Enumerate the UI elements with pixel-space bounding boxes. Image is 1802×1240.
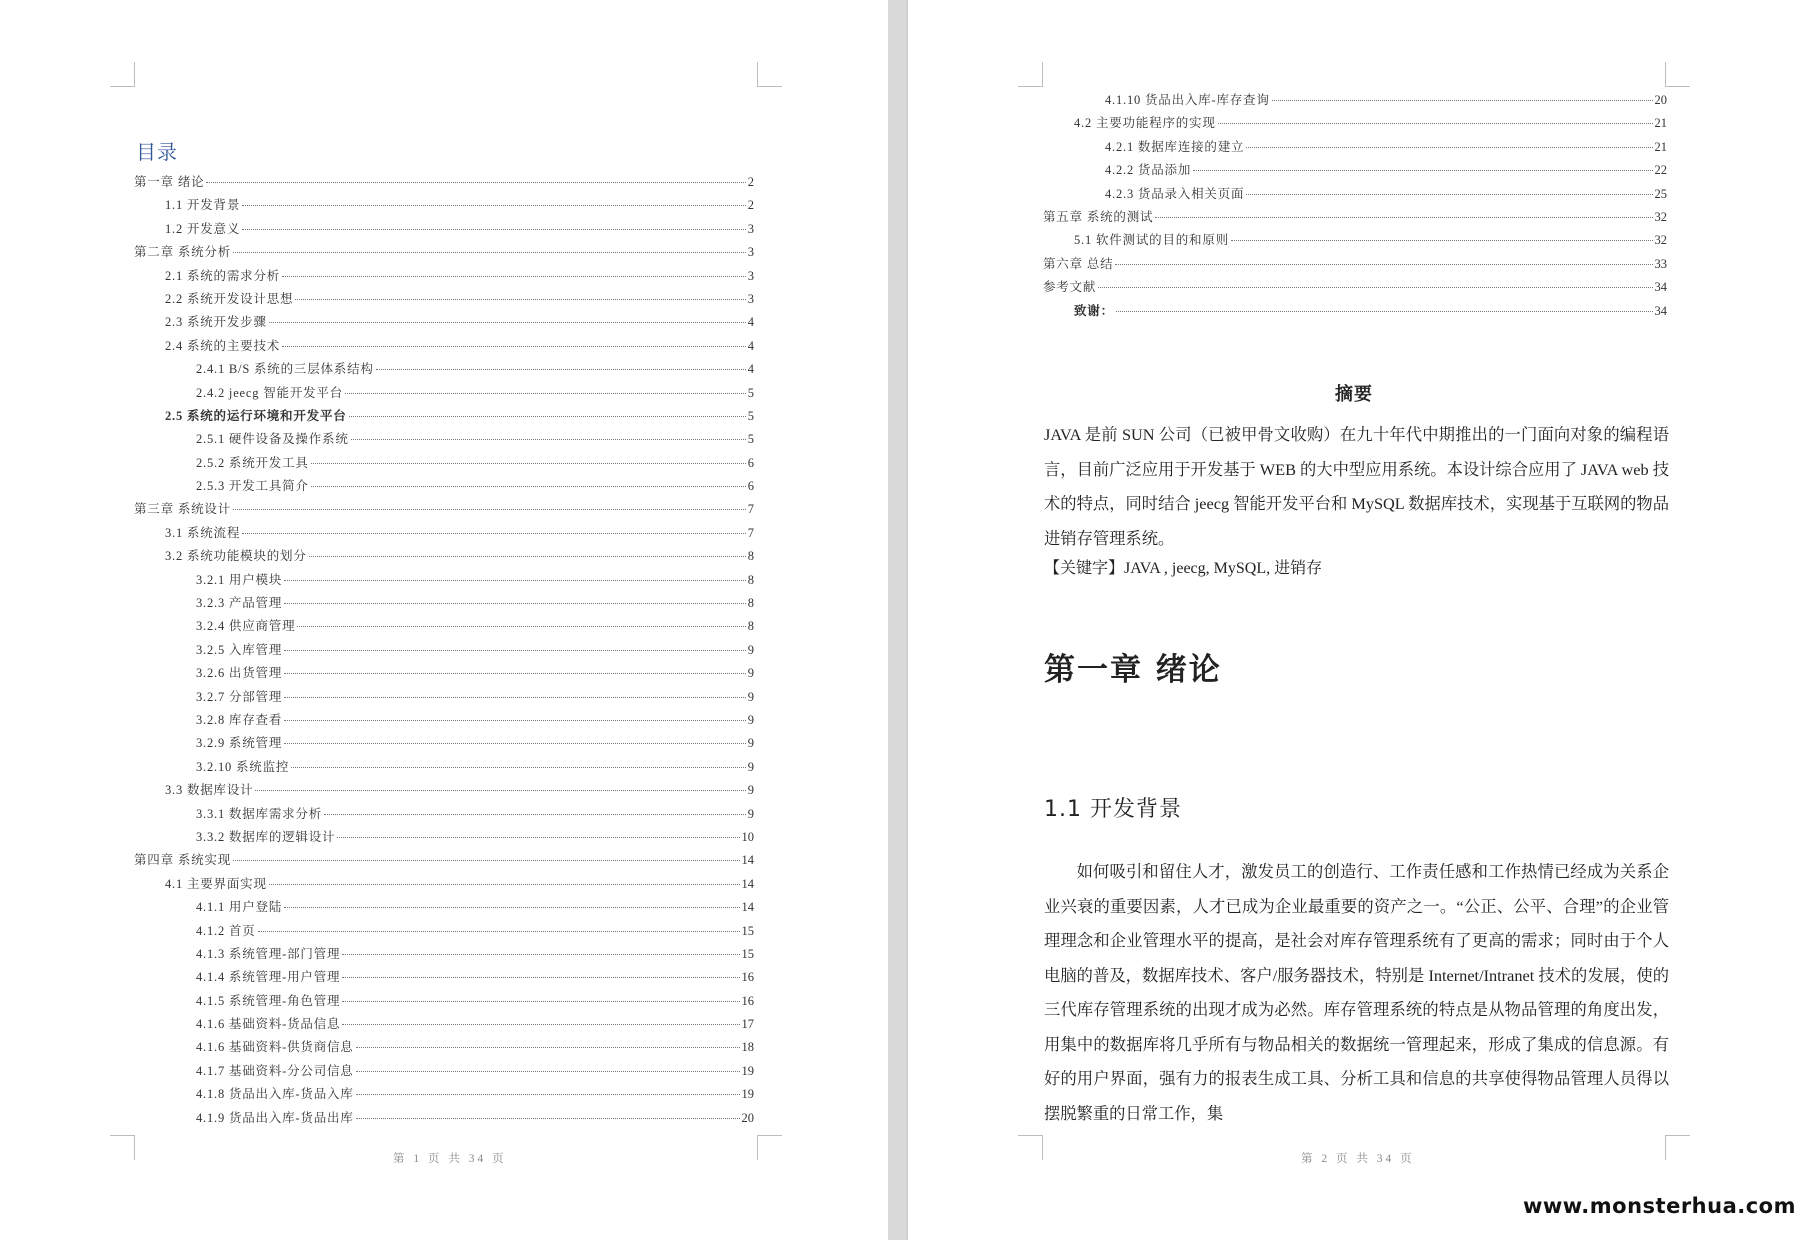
toc-entry-title: 2.5.3 开发工具简介	[196, 479, 309, 494]
keywords-value: JAVA , jeecg, MySQL, 进销存	[1124, 560, 1323, 577]
toc-entry[interactable]	[134, 663, 754, 686]
toc-entry-page: 33	[1654, 256, 1667, 271]
toc-entry-page: 21	[1654, 139, 1667, 154]
body-paragraph: 如何吸引和留住人才，激发员工的创造行、工作责任感和工作热情已经成为关系企业兴衰的重要因素，人才已成为企业最重要的资产之一。“公正、公平、合理”的企业管理理念和企业管理水平的提高，是社会对库存管理系统有了更高的需求；同时由于个人电脑的普及，数据库技术、客户/服务器技术，特别是 Internet/Intranet 技术的发展，使的三代库存管理系统的出现才成为必然。库存管理系统的特点是从物品管理的角度出发，用集中的数据库将几乎所有与物品相关的数据统一管理起来，形成了集成的信息源。有好的用户界面，强有力的报表生成工具、分析工具和信息的共享使得物品管理人员得以摆脱繁重的日常工作，集	[1044, 862, 1669, 1123]
toc-leader-dots	[342, 1024, 739, 1025]
toc-entry[interactable]	[134, 687, 754, 710]
abstract-text: JAVA 是前 SUN 公司（已被甲骨文收购）在九十年代中期推出的一门面向对象的编程语言，目前广泛应用于开发基于 WEB 的大中型应用系统。本设计综合应用了 JAVA web 技术的特点，同时结合 jeecg 智能开发平台和 MySQL 数据库技术，实现基于互联网的物品进销存管理系统。	[1044, 425, 1669, 548]
toc-entry-title: 3.2.5 入库管理	[196, 642, 283, 657]
toc-entry-title: 第五章 系统的测试	[1043, 209, 1154, 224]
toc-entry[interactable]	[1043, 90, 1667, 113]
crop-mark	[110, 1135, 135, 1160]
crop-mark	[110, 62, 135, 87]
toc-entry-title: 4.1.7 基础资料-分公司信息	[196, 1063, 354, 1078]
toc-leader-dots	[356, 1071, 740, 1072]
toc-entry-page: 10	[741, 829, 754, 844]
toc-entry-title: 3.1 系统流程	[165, 525, 241, 540]
document-page-1	[0, 0, 888, 1240]
toc-leader-dots	[282, 276, 746, 277]
toc-entry-title: 4.1.6 基础资料-货品信息	[196, 1017, 341, 1032]
watermark-text: www.monsterhua.com	[1522, 1194, 1796, 1218]
toc-entry-page: 32	[1654, 209, 1667, 224]
toc-entry-title: 2.5.1 硬件设备及操作系统	[196, 432, 349, 447]
toc-entry-page: 9	[747, 806, 754, 821]
toc-leader-dots	[233, 860, 739, 861]
toc-entry-page: 9	[747, 783, 754, 798]
toc-entry-page: 9	[747, 736, 754, 751]
toc-leader-dots	[356, 1047, 740, 1048]
toc-entry[interactable]	[134, 921, 754, 944]
toc-leader-dots	[337, 837, 739, 838]
toc-entry-page: 5	[747, 432, 754, 447]
toc-entry-page: 3	[747, 245, 754, 260]
toc-entry[interactable]	[134, 733, 754, 756]
toc-entry-title: 4.1.5 系统管理-角色管理	[196, 993, 341, 1008]
crop-mark	[1665, 1135, 1690, 1160]
toc-entry-page: 6	[747, 479, 754, 494]
toc-entry[interactable]	[134, 570, 754, 593]
toc-leader-dots	[284, 743, 746, 744]
toc-entry-title: 1.1 开发背景	[165, 198, 241, 213]
toc-entry-title: 2.3 系统开发步骤	[165, 315, 267, 330]
toc-leader-dots	[297, 626, 745, 627]
toc-entry-title: 2.2 系统开发设计思想	[165, 291, 294, 306]
toc-entry-title: 第六章 总结	[1043, 256, 1114, 271]
toc-entry[interactable]	[134, 172, 754, 195]
toc-entry[interactable]	[134, 991, 754, 1014]
toc-entry[interactable]	[134, 523, 754, 546]
toc-entry-title: 3.3.2 数据库的逻辑设计	[196, 829, 336, 844]
toc-entry[interactable]	[134, 710, 754, 733]
toc-entry[interactable]	[134, 359, 754, 382]
toc-entry-page: 16	[741, 970, 754, 985]
toc-entry[interactable]	[134, 266, 754, 289]
toc-leader-dots	[284, 580, 746, 581]
toc-entry-title: 2.4.1 B/S 系统的三层体系结构	[196, 362, 374, 377]
toc-entry[interactable]	[134, 944, 754, 967]
crop-mark	[1018, 1135, 1043, 1160]
toc-entry[interactable]	[134, 757, 754, 780]
toc-entry[interactable]	[134, 383, 754, 406]
toc-leader-dots	[284, 907, 739, 908]
toc-entry-page: 9	[747, 689, 754, 704]
toc-entry-page: 4	[747, 338, 754, 353]
toc-entry[interactable]	[1043, 113, 1667, 136]
toc-entry[interactable]	[134, 827, 754, 850]
toc-leader-dots	[242, 229, 746, 230]
toc-entry[interactable]	[1043, 137, 1667, 160]
toc-entry-page: 18	[741, 1040, 754, 1055]
toc-entry-title: 3.2.4 供应商管理	[196, 619, 296, 634]
toc-leader-dots	[255, 790, 745, 791]
toc-entry-page: 6	[747, 455, 754, 470]
toc-entry[interactable]	[134, 499, 754, 522]
toc-leader-dots	[1272, 100, 1653, 101]
toc-entry-page: 2	[747, 175, 754, 189]
toc-entry-title: 1.2 开发意义	[165, 221, 241, 236]
toc-entry-page: 19	[741, 1087, 754, 1102]
toc-entry[interactable]	[134, 1061, 754, 1084]
toc-entry-page: 8	[747, 619, 754, 634]
toc-leader-dots	[1218, 123, 1653, 124]
toc-entry-title: 第三章 系统设计	[134, 502, 232, 517]
toc-entry-title: 4.1.6 基础资料-供货商信息	[196, 1040, 354, 1055]
toc-entry[interactable]	[1043, 184, 1667, 207]
toc-entry-page: 15	[741, 946, 754, 961]
toc-entry-page: 7	[747, 525, 754, 540]
toc-entry[interactable]	[134, 429, 754, 452]
toc-entry-page: 20	[1654, 93, 1667, 107]
toc-entry-page: 14	[741, 900, 754, 915]
toc-leader-dots	[258, 931, 740, 932]
toc-leader-dots	[269, 884, 740, 885]
toc-entry-title: 2.5.2 系统开发工具	[196, 455, 309, 470]
toc-entry-page: 8	[747, 549, 754, 564]
toc-leader-dots	[233, 252, 746, 253]
toc-leader-dots	[342, 1001, 739, 1002]
toc-entry[interactable]	[134, 874, 754, 897]
toc-entry[interactable]	[134, 616, 754, 639]
toc-entry[interactable]	[134, 593, 754, 616]
toc-entry-title: 3.2.1 用户模块	[196, 572, 283, 587]
toc-entry-title: 4.1.10 货品出入库-库存查询	[1105, 93, 1270, 107]
toc-leader-dots	[311, 486, 746, 487]
page-footer: 第 2 页 共 34 页	[1301, 1153, 1415, 1165]
toc-entry[interactable]	[1043, 301, 1667, 324]
toc-entry-page: 8	[747, 572, 754, 587]
toc-leader-dots	[291, 767, 746, 768]
toc-entry-title: 4.1.2 首页	[196, 923, 256, 938]
toc-entry-title: 第一章 绪论	[134, 175, 205, 189]
toc-leader-dots	[242, 205, 746, 206]
toc-entry[interactable]	[134, 780, 754, 803]
section-title: 1.1 开发背景	[1044, 797, 1182, 822]
chapter-title: 第一章 绪论	[1044, 652, 1222, 688]
toc-leader-dots	[356, 1118, 740, 1119]
toc-leader-dots	[1193, 170, 1652, 171]
toc-entry-title: 2.4.2 jeecg 智能开发平台	[196, 385, 344, 400]
toc-entry-page: 4	[747, 315, 754, 330]
toc-entry[interactable]	[134, 1108, 754, 1131]
toc-entry[interactable]	[134, 1037, 754, 1060]
toc-leader-dots	[284, 697, 746, 698]
toc-entry-page: 9	[747, 666, 754, 681]
table-of-contents-continued	[1043, 90, 1667, 324]
toc-entry[interactable]	[134, 289, 754, 312]
toc-leader-dots	[1115, 264, 1652, 265]
toc-entry-title: 3.3 数据库设计	[165, 783, 254, 798]
toc-entry-page: 32	[1654, 233, 1667, 248]
toc-leader-dots	[376, 369, 746, 370]
toc-leader-dots	[1231, 240, 1653, 241]
toc-entry[interactable]	[134, 312, 754, 335]
toc-entry[interactable]	[134, 897, 754, 920]
toc-entry-title: 4.1.8 货品出入库-货品入库	[196, 1087, 354, 1102]
toc-entry[interactable]	[134, 1084, 754, 1107]
toc-entry-page: 14	[741, 876, 754, 891]
toc-entry-page: 19	[741, 1063, 754, 1078]
toc-heading: 目录	[136, 140, 178, 164]
toc-leader-dots	[242, 533, 746, 534]
toc-entry-title: 5.1 软件测试的目的和原则	[1074, 233, 1229, 248]
toc-entry-title: 2.4 系统的主要技术	[165, 338, 281, 353]
toc-leader-dots	[356, 1094, 740, 1095]
crop-mark	[1665, 62, 1690, 87]
toc-entry-page: 3	[747, 221, 754, 236]
toc-entry-title: 3.2.7 分部管理	[196, 689, 283, 704]
toc-entry[interactable]	[1043, 230, 1667, 253]
toc-entry[interactable]	[134, 1014, 754, 1037]
toc-leader-dots	[324, 814, 746, 815]
toc-entry-title: 4.1.1 用户登陆	[196, 900, 283, 915]
toc-leader-dots	[311, 463, 746, 464]
keywords-label: 【关键字】	[1044, 560, 1125, 577]
toc-leader-dots	[1246, 147, 1652, 148]
toc-entry-page: 3	[747, 268, 754, 283]
toc-leader-dots	[342, 954, 739, 955]
toc-entry-page: 5	[747, 408, 754, 423]
toc-entry-title: 2.5 系统的运行环境和开发平台	[165, 408, 347, 423]
toc-leader-dots	[1155, 217, 1652, 218]
toc-entry-page: 25	[1654, 186, 1667, 201]
toc-entry-page: 15	[741, 923, 754, 938]
toc-entry[interactable]	[134, 850, 754, 873]
toc-entry-title: 3.2.8 库存查看	[196, 712, 283, 727]
toc-entry-title: 3.3.1 数据库需求分析	[196, 806, 323, 821]
toc-leader-dots	[1116, 311, 1653, 312]
toc-entry[interactable]	[134, 967, 754, 990]
toc-entry[interactable]	[134, 640, 754, 663]
toc-entry[interactable]	[134, 546, 754, 569]
toc-leader-dots	[1246, 194, 1652, 195]
page-footer: 第 1 页 共 34 页	[393, 1153, 507, 1165]
toc-entry[interactable]	[1043, 277, 1667, 300]
page-gutter	[888, 0, 908, 1240]
toc-leader-dots	[233, 509, 746, 510]
toc-leader-dots	[345, 393, 746, 394]
toc-entry-title: 3.2.9 系统管理	[196, 736, 283, 751]
toc-entry[interactable]	[1043, 254, 1667, 277]
toc-leader-dots	[309, 556, 746, 557]
toc-entry-page: 21	[1654, 116, 1667, 131]
toc-leader-dots	[269, 322, 746, 323]
toc-entry-title: 参考文献	[1043, 280, 1097, 295]
toc-entry[interactable]	[134, 804, 754, 827]
crop-mark	[1018, 62, 1043, 87]
toc-entry-title: 4.1.4 系统管理-用户管理	[196, 970, 341, 985]
toc-entry[interactable]	[134, 336, 754, 359]
toc-entry-title: 3.2 系统功能模块的划分	[165, 549, 307, 564]
toc-entry-page: 17	[741, 1017, 754, 1032]
toc-entry-title: 4.2.2 货品添加	[1105, 163, 1192, 178]
toc-leader-dots	[1098, 287, 1652, 288]
toc-leader-dots	[282, 346, 746, 347]
toc-entry-title: 4.1 主要界面实现	[165, 876, 267, 891]
keywords-line	[1044, 555, 1322, 578]
toc-entry[interactable]	[134, 453, 754, 476]
toc-leader-dots	[295, 299, 745, 300]
toc-entry-title: 3.2.3 产品管理	[196, 596, 283, 611]
toc-leader-dots	[284, 603, 746, 604]
toc-entry[interactable]	[134, 219, 754, 242]
toc-entry-page: 16	[741, 993, 754, 1008]
toc-leader-dots	[284, 650, 746, 651]
toc-leader-dots	[351, 439, 746, 440]
toc-entry-title: 4.2 主要功能程序的实现	[1074, 116, 1216, 131]
toc-entry-page: 20	[741, 1110, 754, 1125]
toc-entry-page: 7	[747, 502, 754, 517]
toc-entry-title: 第二章 系统分析	[134, 245, 232, 260]
toc-entry[interactable]	[1043, 207, 1667, 230]
toc-entry-title: 2.1 系统的需求分析	[165, 268, 281, 283]
toc-entry-title: 4.1.3 系统管理-部门管理	[196, 946, 341, 961]
toc-entry-page: 8	[747, 596, 754, 611]
toc-entry-page: 9	[747, 712, 754, 727]
toc-entry-page: 3	[747, 291, 754, 306]
toc-leader-dots	[349, 416, 746, 417]
toc-entry-page: 22	[1654, 163, 1667, 178]
toc-entry-page: 34	[1654, 280, 1667, 295]
toc-entry-title: 3.2.6 出货管理	[196, 666, 283, 681]
toc-entry-page: 4	[747, 362, 754, 377]
toc-entry-page: 9	[747, 642, 754, 657]
toc-entry-title: 第四章 系统实现	[134, 853, 232, 868]
toc-entry-title: 4.2.1 数据库连接的建立	[1105, 139, 1245, 154]
toc-entry[interactable]	[134, 476, 754, 499]
toc-entry-title: 4.1.9 货品出入库-货品出库	[196, 1110, 354, 1125]
toc-entry-title: 3.2.10 系统监控	[196, 759, 290, 774]
toc-entry[interactable]	[134, 195, 754, 218]
abstract-title: 摘要	[1335, 384, 1373, 405]
crop-mark	[757, 1135, 782, 1160]
toc-entry[interactable]	[134, 242, 754, 265]
crop-mark	[757, 62, 782, 87]
toc-leader-dots	[342, 977, 739, 978]
toc-entry-page: 34	[1654, 303, 1667, 318]
toc-leader-dots	[206, 182, 745, 183]
toc-entry-page: 14	[741, 853, 754, 868]
toc-entry-page: 9	[747, 759, 754, 774]
toc-entry-title: 致谢：	[1074, 303, 1114, 318]
toc-leader-dots	[284, 720, 746, 721]
toc-entry-title: 4.2.3 货品录入相关页面	[1105, 186, 1245, 201]
toc-entry-page: 2	[747, 198, 754, 213]
table-of-contents	[134, 172, 754, 1131]
toc-entry[interactable]	[1043, 160, 1667, 183]
toc-leader-dots	[284, 673, 746, 674]
toc-entry[interactable]	[134, 406, 754, 429]
toc-entry-page: 5	[747, 385, 754, 400]
